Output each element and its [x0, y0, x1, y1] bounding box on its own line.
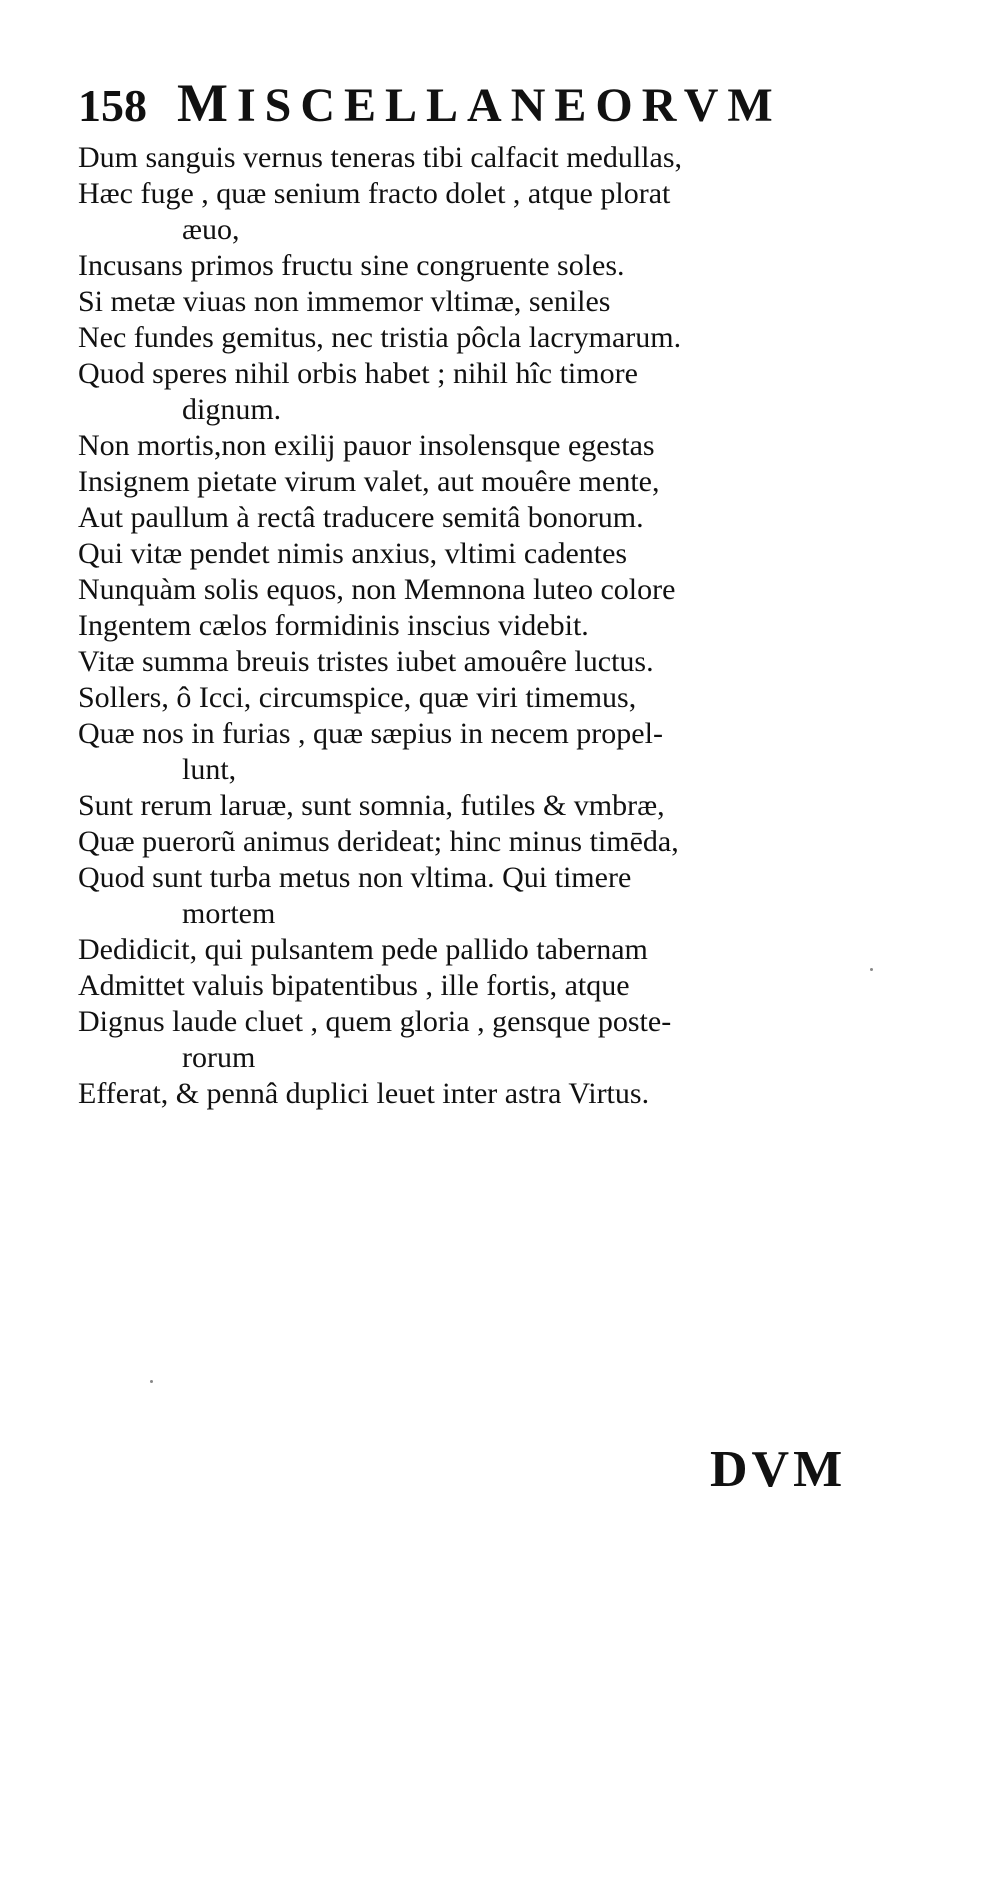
poem-line-continuation: æuo,	[182, 213, 240, 246]
poem-line: Hæc fuge , quæ senium fracto dolet , atque plorat	[78, 177, 671, 210]
poem-line: Dignus laude cluet , quem gloria , gensque poste-	[78, 1005, 672, 1038]
poem-line: Vitæ summa breuis tristes iubet amouêre luctus.	[78, 645, 654, 678]
poem-line: Non mortis,non exilij pauor insolensque egestas	[78, 429, 655, 462]
poem-line-continuation: mortem	[182, 897, 276, 930]
poem-text	[78, 140, 908, 1112]
running-head	[78, 72, 878, 132]
poem-line: Quod speres nihil orbis habet ; nihil hîc timore	[78, 357, 638, 390]
poem-line-continuation: rorum	[182, 1041, 256, 1074]
ink-speck	[150, 1380, 153, 1383]
running-title: MISCELLANEORVM	[177, 73, 782, 133]
poem-line-continuation: dignum.	[182, 393, 282, 426]
page-number: 158	[78, 80, 147, 131]
poem-line: Quod sunt turba metus non vltima. Qui timere	[78, 861, 632, 894]
poem-line: Si metæ viuas non immemor vltimæ, seniles	[78, 285, 611, 318]
poem-line: Ingentem cælos formidinis inscius videbit.	[78, 609, 589, 642]
poem-line: Incusans primos fructu sine congruente soles.	[78, 249, 625, 282]
ink-speck	[870, 968, 873, 971]
poem-line: Qui vitæ pendet nimis anxius, vltimi cadentes	[78, 537, 628, 570]
poem-line: Aut paullum à rectâ traducere semitâ bonorum.	[78, 501, 644, 534]
poem-line: Admittet valuis bipatentibus , ille fortis, atque	[78, 969, 630, 1002]
poem-line: Dedidicit, qui pulsantem pede pallido tabernam	[78, 933, 648, 966]
poem-line: Quæ puerorũ animus derideat; hinc minus timēda,	[78, 825, 679, 858]
poem-line: Sunt rerum laruæ, sunt somnia, futiles & vmbræ,	[78, 789, 665, 822]
poem-line-continuation: lunt,	[182, 753, 237, 786]
poem-line: Nunquàm solis equos, non Memnona luteo colore	[78, 573, 676, 606]
poem-line: Sollers, ô Icci, circumspice, quæ viri timemus,	[78, 681, 637, 714]
poem-line: Insignem pietate virum valet, aut mouêre mente,	[78, 465, 660, 498]
catchword: DVM	[710, 1441, 847, 1498]
poem-line: Efferat, & pennâ duplici leuet inter astra Virtus.	[78, 1077, 650, 1110]
poem-line: Quæ nos in furias , quæ sæpius in necem propel-	[78, 717, 663, 750]
poem-line: Dum sanguis vernus teneras tibi calfacit medullas,	[78, 141, 682, 174]
poem-line: Nec fundes gemitus, nec tristia pôcla lacrymarum.	[78, 321, 682, 354]
